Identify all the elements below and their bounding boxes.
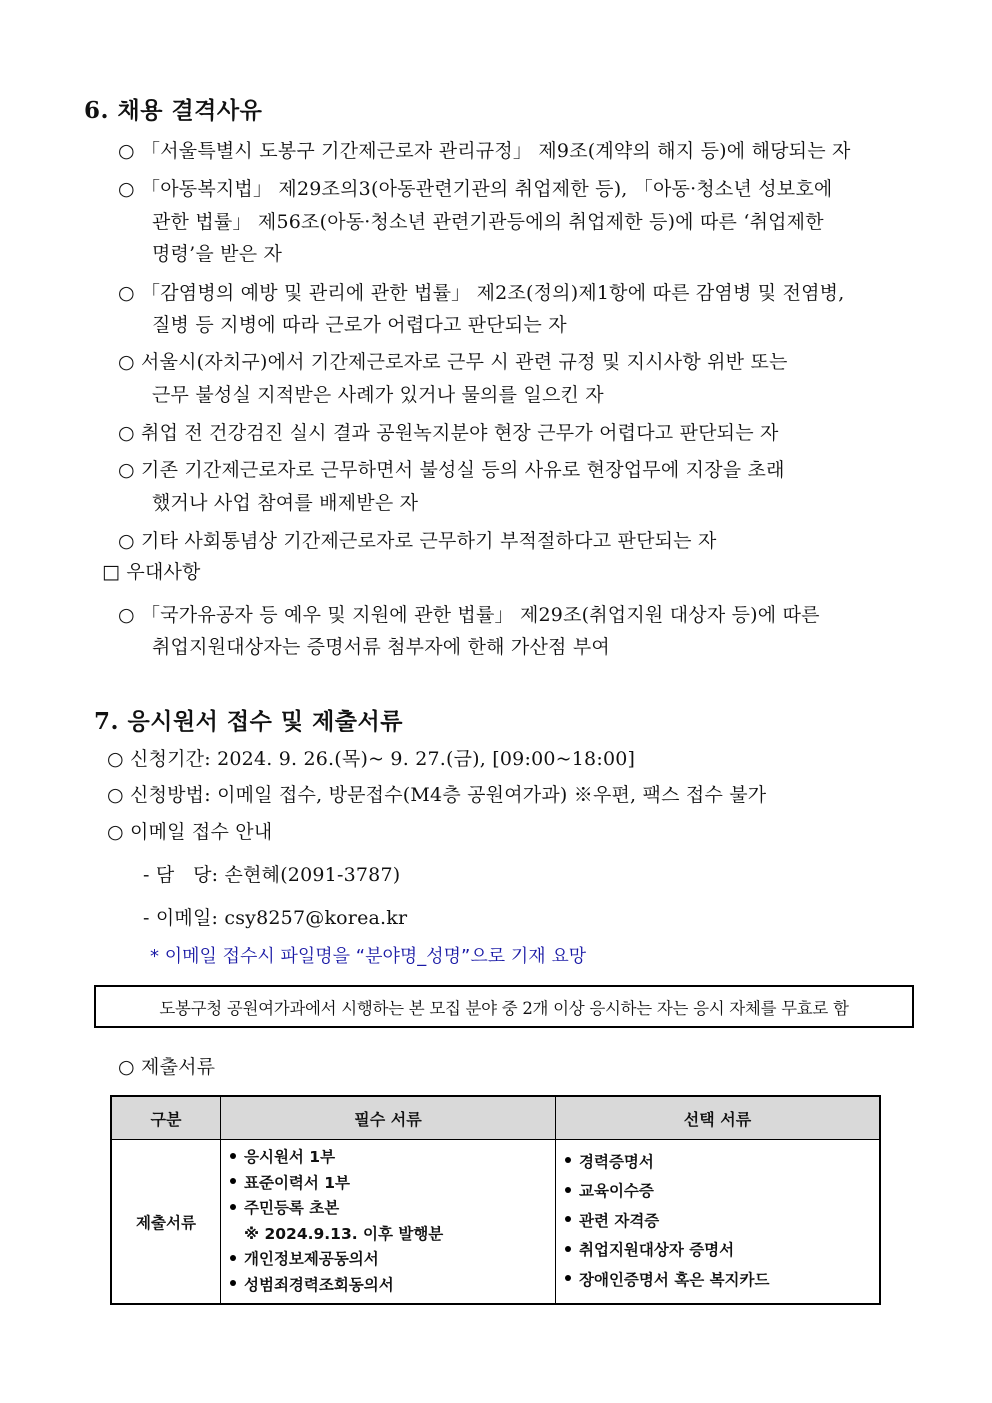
disqualification-item-6-line-2: 했거나 사업 참여를 배제받은 자	[152, 492, 419, 514]
bullet-icon	[230, 1178, 236, 1184]
bullet-icon	[230, 1153, 236, 1159]
bullet-icon	[565, 1187, 571, 1193]
list-item: 경력증명서	[565, 1148, 878, 1178]
header-optional: 선택 서류	[556, 1096, 881, 1140]
application-method: ○ 신청방법: 이메일 접수, 방문접수(M4층 공원여가과) ※우편, 팩스 접수 불가	[107, 784, 767, 806]
bullet-icon	[565, 1157, 571, 1163]
disqualification-item-2-line-1: ○ 「아동복지법」 제29조의3(아동관련기관의 취업제한 등), 「아동·청소년 성보호에	[118, 178, 833, 200]
bullet-icon	[230, 1280, 236, 1286]
list-item: 표준이력서 1부	[230, 1171, 554, 1197]
list-item: 주민등록 초본	[230, 1196, 554, 1222]
list-item: 취업지원대상자 증명서	[565, 1236, 878, 1266]
optional-docs-cell	[556, 1140, 881, 1305]
preference-line-2: 취업지원대상자는 증명서류 첨부자에 한해 가산점 부여	[152, 636, 610, 658]
table-header-row	[111, 1096, 880, 1140]
disqualification-item-5: ○ 취업 전 건강검진 실시 결과 공원녹지분야 현장 근무가 어렵다고 판단되는 자	[118, 422, 779, 444]
bullet-icon	[230, 1255, 236, 1261]
email-guide-title: ○ 이메일 접수 안내	[107, 821, 273, 843]
header-category: 구분	[111, 1096, 221, 1140]
disqualification-item-3-line-2: 질병 등 지병에 따라 근로가 어렵다고 판단되는 자	[152, 314, 567, 336]
list-item: 장애인증명서 혹은 복지카드	[565, 1266, 878, 1296]
disqualification-item-2-line-3: 명령’을 받은 자	[152, 243, 283, 265]
disqualification-item-6-line-1: ○ 기존 기간제근로자로 근무하면서 불성실 등의 사유로 현장업무에 지장을 초래	[118, 459, 785, 481]
list-item: 응시원서 1부	[230, 1145, 554, 1171]
preference-line-1: ○ 「국가유공자 등 예우 및 지원에 관한 법률」 제29조(취업지원 대상자 등)에 따른	[118, 604, 820, 626]
disqualification-item-3-line-1: ○ 「감염병의 예방 및 관리에 관한 법률」 제2조(정의)제1항에 따른 감염병 및 전염병,	[118, 282, 845, 304]
table-row	[111, 1140, 880, 1305]
disqualification-item-2-line-2: 관한 법률」 제56조(아동·청소년 관련기관등에의 취업제한 등)에 따른 ‘취업제한	[152, 211, 824, 233]
required-docs-cell	[221, 1140, 556, 1305]
email-filename-note: * 이메일 접수시 파일명을 “분야명_성명”으로 기재 요망	[150, 946, 587, 967]
contact-person: - 담 당: 손현혜(2091-3787)	[143, 864, 401, 886]
section-7-title: 7. 응시원서 접수 및 제출서류	[94, 708, 403, 735]
application-period: ○ 신청기간: 2024. 9. 26.(목)~ 9. 27.(금), [09:00~18:00]	[107, 748, 636, 770]
header-required: 필수 서류	[221, 1096, 556, 1140]
category-cell: 제출서류	[111, 1140, 221, 1305]
disqualification-item-1: ○ 「서울특별시 도봉구 기간제근로자 관리규정」 제9조(계약의 해지 등)에 해당되는 자	[118, 140, 851, 162]
disqualification-item-7: ○ 기타 사회통념상 기간제근로자로 근무하기 부적절하다고 판단되는 자	[118, 530, 717, 552]
duplicate-application-notice	[94, 985, 914, 1028]
list-item: 교육이수증	[565, 1177, 878, 1207]
disqualification-item-4-line-2: 근무 불성실 지적받은 사례가 있거나 물의를 일으킨 자	[152, 384, 604, 406]
contact-email: - 이메일: csy8257@korea.kr	[143, 907, 408, 929]
section-6-title: 6. 채용 결격사유	[84, 97, 263, 124]
bullet-icon	[565, 1246, 571, 1252]
submission-docs-title: ○ 제출서류	[118, 1056, 216, 1078]
list-item: 관련 자격증	[565, 1207, 878, 1237]
bullet-icon	[565, 1275, 571, 1281]
bullet-icon	[565, 1216, 571, 1222]
list-item: 개인정보제공동의서	[230, 1247, 554, 1273]
list-item: 성범죄경력조회동의서	[230, 1273, 554, 1299]
bullet-icon	[230, 1204, 236, 1210]
disqualification-item-4-line-1: ○ 서울시(자치구)에서 기간제근로자로 근무 시 관련 규정 및 지시사항 위반 또는	[118, 351, 788, 373]
list-item-note: ※ 2024.9.13. 이후 발행분	[244, 1224, 444, 1243]
notice-text: 도봉구청 공원여가과에서 시행하는 본 모집 분야 중 2개 이상 응시하는 자는 응시 자체를 무효로 함	[159, 998, 849, 1018]
preference-title: □ 우대사항	[102, 561, 201, 583]
submission-docs-table	[110, 1095, 881, 1305]
